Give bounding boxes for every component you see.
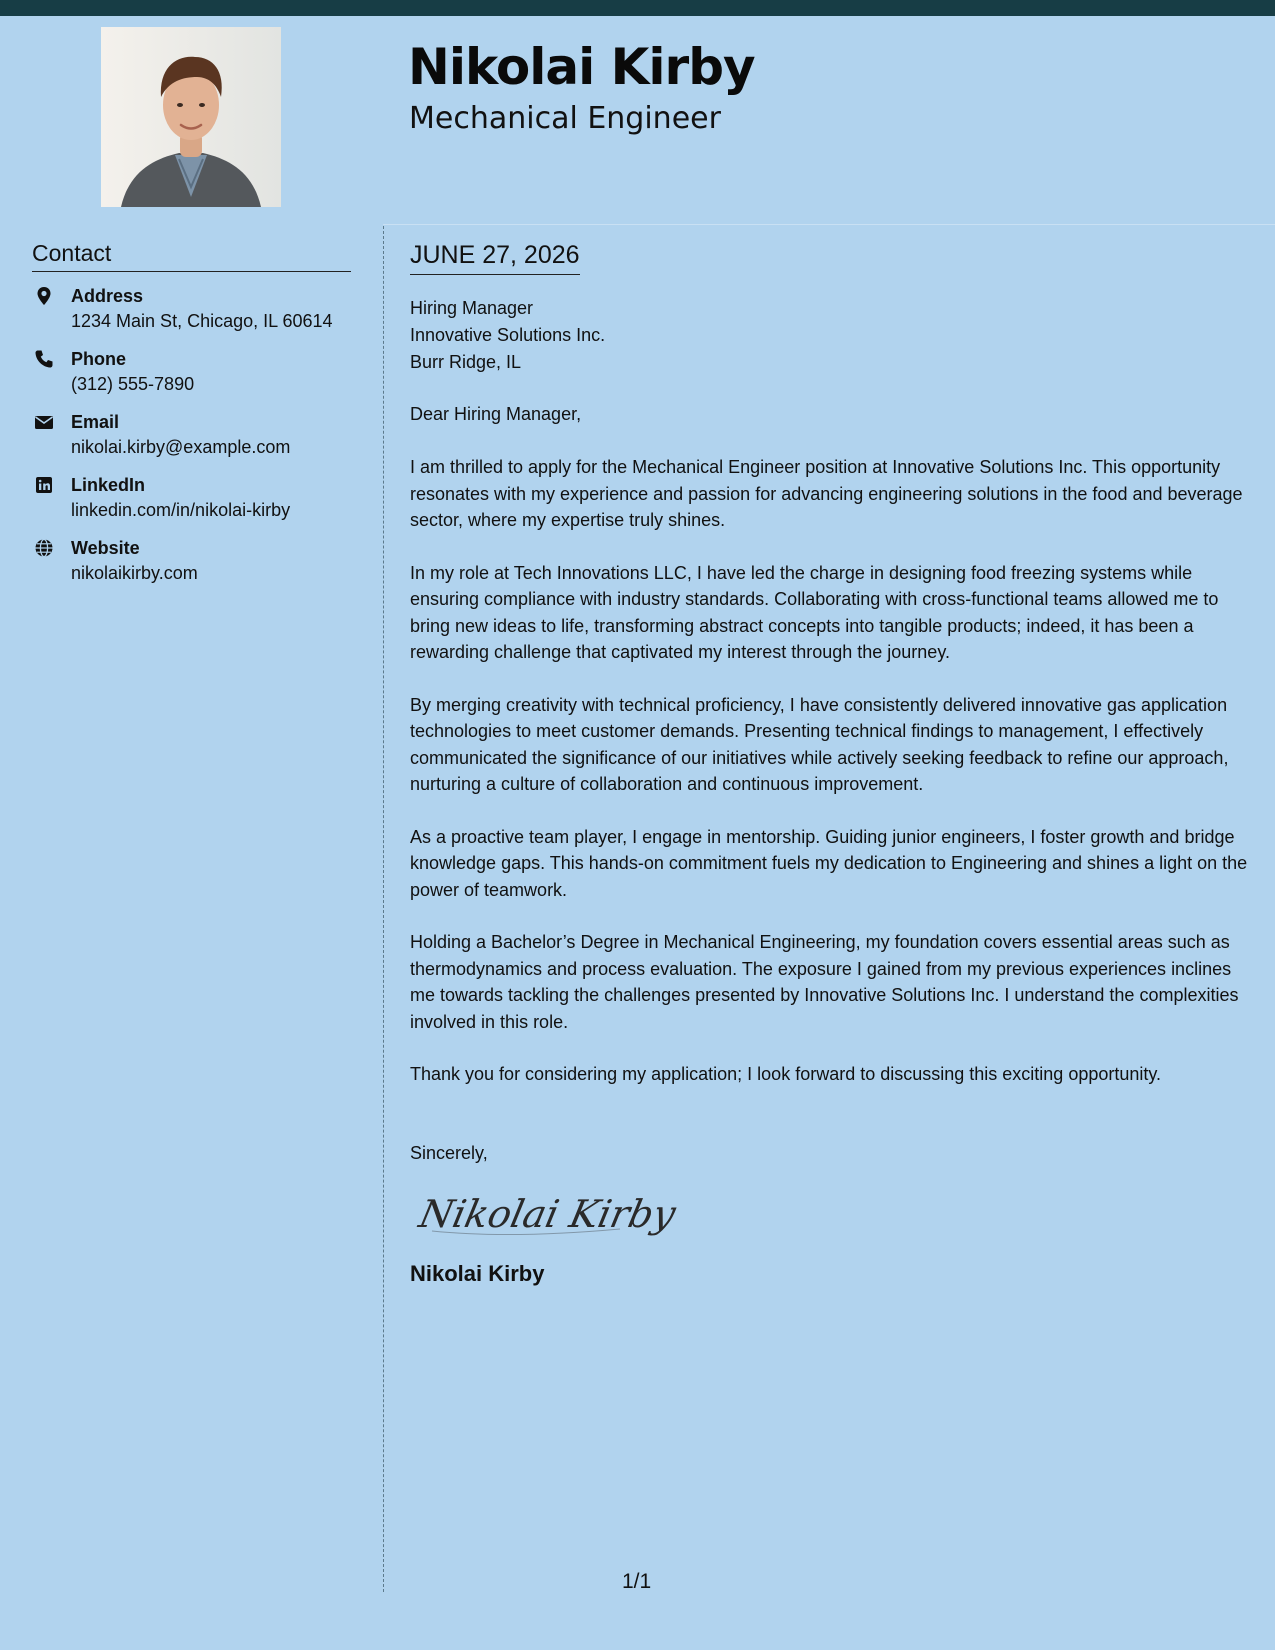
recipient-line: Innovative Solutions Inc. (410, 325, 606, 345)
candidate-title: Mechanical Engineer (409, 101, 721, 136)
contact-item-website (32, 537, 362, 600)
contact-item-email (32, 411, 362, 474)
map-pin-icon (34, 286, 54, 306)
column-divider (383, 226, 384, 1592)
letter-paragraph: In my role at Tech Innovations LLC, I have led the charge in designing food freezing systems while ensuring compliance with industry standards. Collaborating with cross-functional teams allowed me to bring new ideas to life, transforming abstract concepts into tangible products; indeed, it has been a rewarding challenge that captivated my interest through the journey. (410, 562, 1219, 662)
header-divider (383, 224, 1275, 225)
profile-photo (101, 27, 281, 207)
contact-value: nikolaikirby.com (71, 563, 198, 583)
contact-value: nikolai.kirby@example.com (71, 437, 291, 457)
phone-icon (34, 349, 54, 369)
contact-item-linkedin (32, 474, 362, 537)
closing: Sincerely, (410, 1142, 488, 1163)
letter-paragraph: Thank you for considering my application; I look forward to discussing this exciting opportunity. (410, 1064, 1162, 1084)
handwritten-signature (410, 1177, 1250, 1249)
contact-heading: Contact (32, 241, 351, 272)
contact-label: Website (71, 538, 140, 558)
contact-value: linkedin.com/in/nikolai-kirby (71, 500, 291, 520)
contact-label: LinkedIn (71, 475, 146, 495)
contact-value: 1234 Main St, Chicago, IL 60614 (71, 311, 333, 331)
letter-paragraph: I am thrilled to apply for the Mechanical Engineer position at Innovative Solutions Inc. This opportunity resonates with my experience and passion for advancing engineering solutions in the food and beverage sector, where my expertise truly shines. (410, 457, 1243, 530)
contact-label: Phone (71, 349, 127, 369)
letter-paragraph: By merging creativity with technical proficiency, I have consistently delivered innovative gas application technologies to meet customer demands. Presenting technical findings to management, I effectively communicated the significance of our initiatives while actively seeking feedback to refine our approach, nurturing a culture of collaboration and continuous improvement. (410, 694, 1229, 794)
envelope-icon (34, 412, 54, 432)
contact-item-address (32, 285, 362, 348)
recipient-line: Hiring Manager (410, 298, 534, 318)
cover-letter (410, 240, 1250, 1287)
globe-icon (34, 538, 54, 558)
signer-name: Nikolai Kirby (410, 1260, 545, 1286)
recipient-line: Burr Ridge, IL (410, 352, 522, 372)
contact-label: Email (71, 412, 120, 432)
page-number: 1/1 (622, 1570, 652, 1593)
linkedin-icon (34, 475, 54, 495)
contact-item-phone (32, 348, 362, 411)
contact-label: Address (71, 286, 144, 306)
contact-value: (312) 555-7890 (71, 374, 195, 394)
salutation: Dear Hiring Manager, (410, 404, 582, 424)
letter-paragraph: Holding a Bachelor’s Degree in Mechanical Engineering, my foundation covers essential areas such as thermodynamics and process evaluation. The exposure I gained from my previous experiences inclines me towards tackling the challenges presented by Innovative Solutions Inc. I understand the complexities involved in this role. (410, 932, 1239, 1032)
contact-list (32, 285, 362, 600)
letter-date: JUNE 27, 2026 (410, 240, 580, 275)
top-accent-bar (0, 0, 1275, 16)
recipient-block (410, 295, 1250, 376)
candidate-name: Nikolai Kirby (408, 38, 755, 96)
signature-text: Nikolai Kirby (415, 1191, 680, 1237)
letter-paragraph: As a proactive team player, I engage in mentorship. Guiding junior engineers, I foster growth and bridge knowledge gaps. This hands-on commitment fuels my dedication to Engineering and shines a light on the power of teamwork. (410, 826, 1248, 900)
